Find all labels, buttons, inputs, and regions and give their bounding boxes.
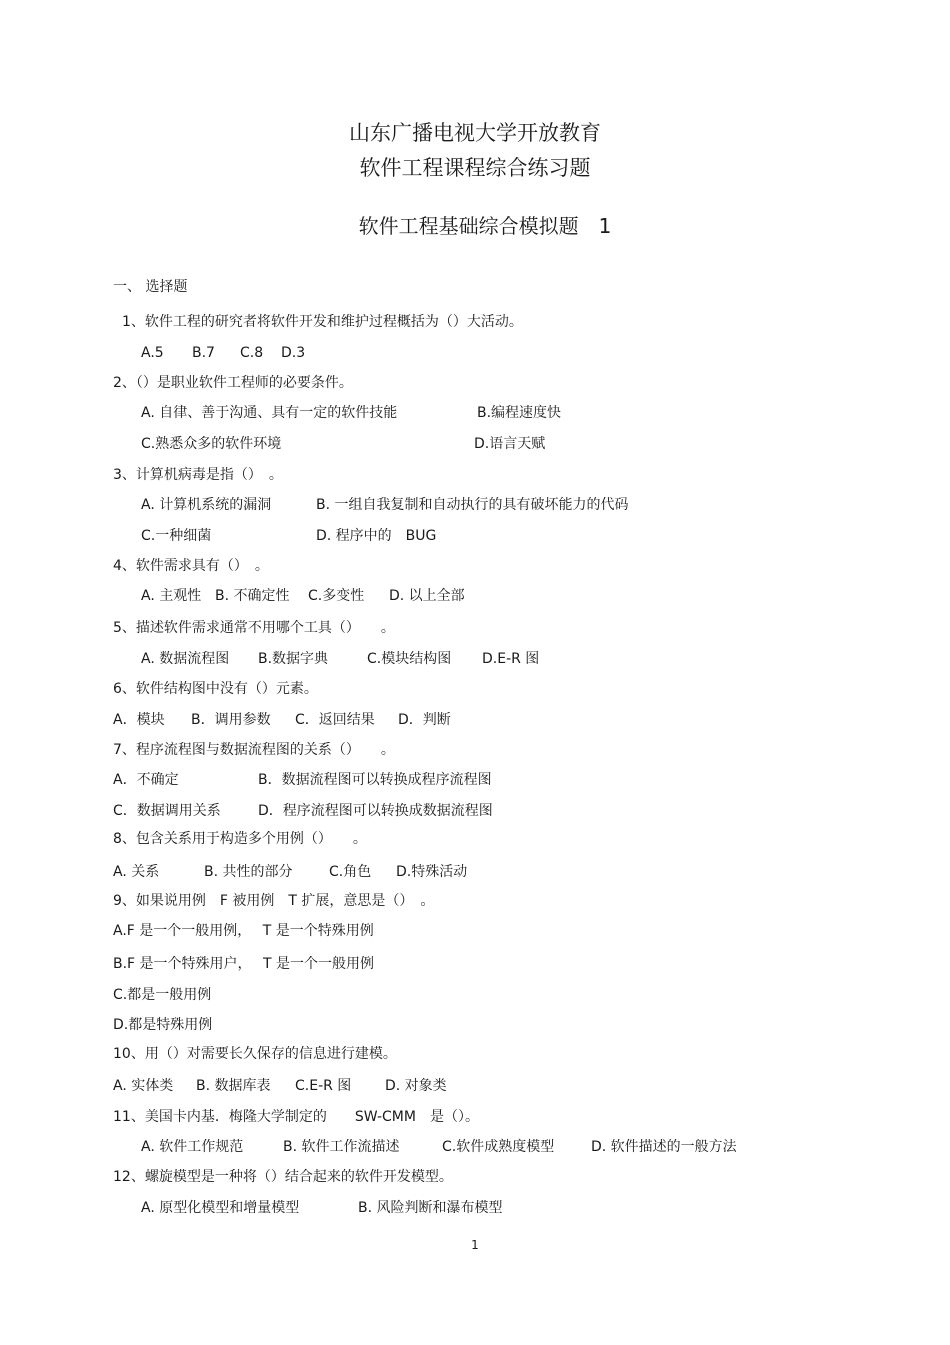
question-10: 10、用（）对需要长久保存的信息进行建模。: [113, 1046, 397, 1062]
option: C．返回结果: [295, 712, 375, 728]
option: A．不确定: [113, 772, 179, 788]
option: C.角色: [329, 864, 372, 880]
option: B. 数据库表: [196, 1078, 271, 1094]
option: C.多变性: [308, 588, 365, 604]
option: A. 原型化模型和增量模型: [141, 1200, 300, 1216]
option: C.8: [240, 345, 264, 361]
question-6: 6、软件结构图中没有（）元素。: [113, 681, 318, 697]
option: B.F 是一个特殊用户， T 是一个一般用例: [113, 956, 375, 972]
question-12: 12、螺旋模型是一种将（）结合起来的软件开发模型。: [113, 1169, 453, 1185]
option: A. 软件工作规范: [141, 1139, 244, 1155]
option: B. 风险判断和瀑布模型: [358, 1200, 503, 1216]
question-5: 5、描述软件需求通常不用哪个工具（） 。: [113, 620, 395, 636]
option: A.F 是一个一般用例， T 是一个特殊用例: [113, 923, 374, 939]
question-9: 9、如果说用例 F 被用例 T 扩展，意思是（） 。: [113, 893, 435, 909]
option: D. 以上全部: [389, 588, 465, 604]
option: B. 软件工作流描述: [283, 1139, 400, 1155]
question-3: 3、计算机病毒是指（） 。: [113, 467, 283, 483]
option: D. 程序中的 BUG: [316, 528, 437, 544]
option: A. 自律、善于沟通、具有一定的软件技能: [141, 405, 398, 421]
exam-title: 软件工程基础综合模拟题 1: [358, 214, 612, 238]
option: C.一种细菌: [141, 528, 212, 544]
option: A. 主观性: [141, 588, 202, 604]
option: D.语言天赋: [474, 436, 546, 452]
school-title: 山东广播电视大学开放教育: [349, 121, 601, 145]
option: C.E-R 图: [295, 1078, 352, 1094]
course-title: 软件工程课程综合练习题: [359, 156, 591, 180]
option: B. 不确定性: [215, 588, 290, 604]
option: C.都是一般用例: [113, 987, 212, 1003]
option: B．调用参数: [191, 712, 271, 728]
option: D.E-R 图: [482, 651, 540, 667]
option: A. 实体类: [113, 1078, 174, 1094]
option: B．数据流程图可以转换成程序流程图: [258, 772, 492, 788]
option: D．程序流程图可以转换成数据流程图: [258, 803, 493, 819]
option: B.编程速度快: [477, 405, 562, 421]
question-1: 1、软件工程的研究者将软件开发和维护过程概括为（）大活动。: [122, 314, 523, 330]
option: C．数据调用关系: [113, 803, 221, 819]
question-8: 8、包含关系用于构造多个用例（） 。: [113, 831, 367, 847]
option: C.软件成熟度模型: [442, 1139, 555, 1155]
option: A. 数据流程图: [141, 651, 230, 667]
option: B. 共性的部分: [204, 864, 293, 880]
option: D. 对象类: [385, 1078, 447, 1094]
option: D．判断: [398, 712, 451, 728]
option: D. 软件描述的一般方法: [591, 1139, 737, 1155]
question-7: 7、程序流程图与数据流程图的关系（） 。: [113, 742, 395, 758]
option: A. 计算机系统的漏洞: [141, 497, 272, 513]
option: B. 一组自我复制和自动执行的具有破坏能力的代码: [316, 497, 629, 513]
option: B.数据字典: [258, 651, 329, 667]
option: C.熟悉众多的软件环境: [141, 436, 282, 452]
page-number: 1: [471, 1238, 479, 1252]
question-4: 4、软件需求具有（） 。: [113, 558, 269, 574]
option: A. 关系: [113, 864, 160, 880]
question-11: 11、美国卡内基．梅隆大学制定的 SW-CMM 是（）。: [113, 1109, 479, 1125]
option: A.5: [141, 345, 164, 361]
option: D.特殊活动: [396, 864, 468, 880]
option: D.都是特殊用例: [113, 1017, 213, 1033]
option: A．模块: [113, 712, 165, 728]
option: C.模块结构图: [367, 651, 452, 667]
option: D.3: [281, 345, 306, 361]
question-2: 2、（）是职业软件工程师的必要条件。: [113, 375, 353, 391]
section-heading: 一、 选择题: [113, 279, 188, 295]
option: B.7: [192, 345, 215, 361]
